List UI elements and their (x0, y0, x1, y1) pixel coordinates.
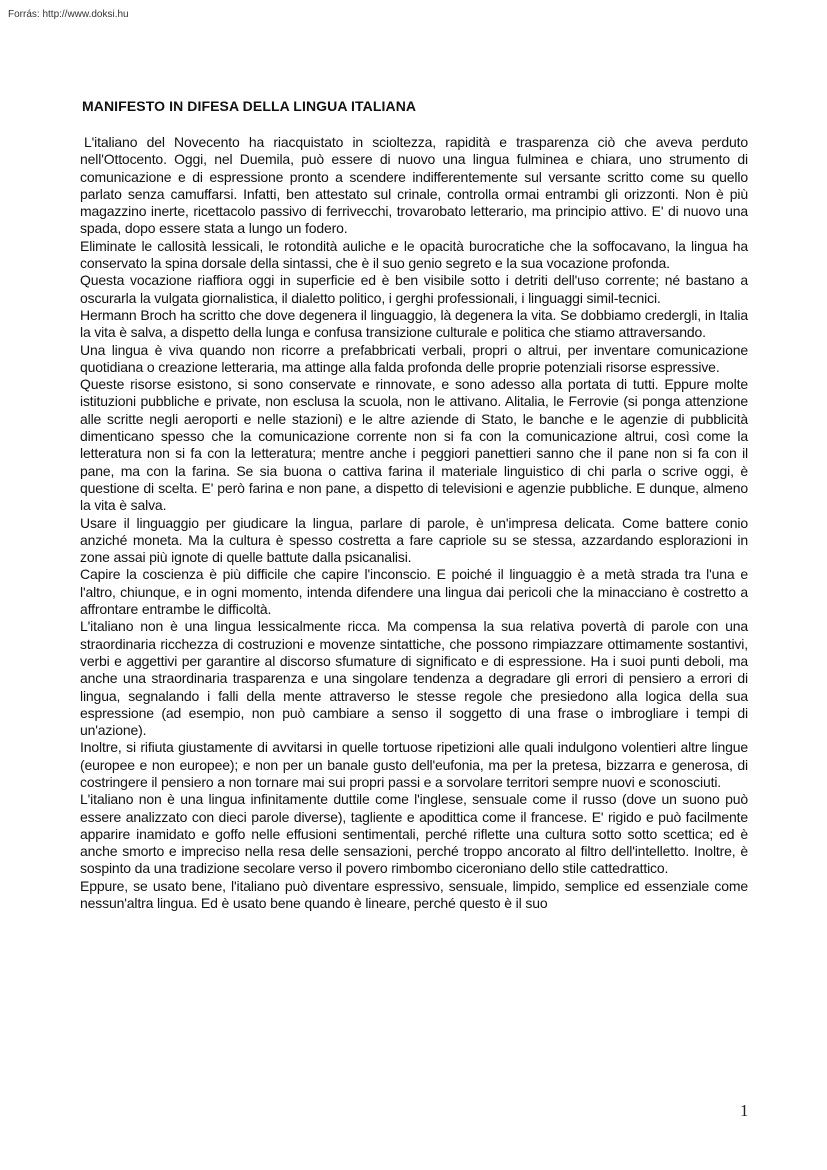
paragraph-2: Eliminate le callosità lessicali, le rotondità auliche e le opacità burocratiche che la soffocavano, la lingua ha conservato la spina dorsale della sintassi, che è il suo genio segreto e la sua vocazione profonda. (80, 237, 748, 272)
paragraph-5: Una lingua è viva quando non ricorre a prefabbricati verbali, propri o altrui, per inventare comunicazione quotidiana o creazione letteraria, ma attinge alla falda profonda delle proprie potenziali risorse espressive. (80, 341, 748, 375)
document-body (80, 134, 748, 912)
paragraph-8: Capire la coscienza è più difficile che capire l'inconscio. E poiché il linguaggio è a metà strada tra l'una e l'altro, chiunque, e in ogni momento, intenda difendere una lingua dai pericoli che la minacciano è costretto a affrontare entrambe le difficoltà. (80, 566, 748, 618)
paragraph-7: Usare il linguaggio per giudicare la lingua, parlare di parole, è un'impresa delicata. Come battere conio anziché moneta. Ma la cultura è spesso costretta a fare capriole su se stessa, azzardando esplorazioni in zone assai più ignote di quelle battute dalla psicanalisi. (80, 514, 748, 566)
paragraph-3: Questa vocazione riaffiora oggi in superficie ed è ben visibile sotto i detriti dell'uso corrente; né bastano a oscurarla la vulgata giornalistica, il dialetto politico, i gerghi professionali, i linguaggi simil-tecnici. (80, 272, 748, 306)
paragraph-4: Hermann Broch ha scritto che dove degenera il linguaggio, là degenera la vita. Se dobbiamo credergli, in Italia la vita è salva, a dispetto della lunga e confusa transizione culturale e politica che stiamo attraversando. (80, 306, 748, 341)
source-credit: Forrás: http://www.doksi.hu (8, 9, 129, 20)
paragraph-11: L'italiano non è una lingua infinitamente duttile come l'inglese, sensuale come il russo (dove un suono può essere analizzato con dieci parole diverse), tagliente e apodittica come il francese. E' rigido e può facilmente apparire inamidato e goffo nelle effusioni sentimentali, perché riflette una cultura sotto sotto scettica; ed è anche smorto e impreciso nella resa delle sensazioni, perché troppo ancorato al filtro dell'intelletto. Inoltre, è sospinto da una tradizione secolare verso il povero rimbombo ciceroniano dello stile cattedrattico. (80, 791, 748, 877)
paragraph-1: L'italiano del Novecento ha riacquistato in scioltezza, rapidità e trasparenza ciò che aveva perduto nell'Ottocento. Oggi, nel Duemila, può essere di nuovo una lingua fulminea e chiara, uno strumento di comunicazione e di espressione pronto a scendere indifferentemente sul versante scritto come su quello parlato senza camuffarsi. Infatti, ben attestato sul crinale, controlla ormai entrambi gli orizzonti. Non è più magazzino inerte, ricettacolo passivo di ferrivecchi, trovarobato letterario, ma principio attivo. E' di nuovo una spada, dopo essere stata a lungo un fodero. (80, 134, 748, 237)
paragraph-10: Inoltre, si rifiuta giustamente di avvitarsi in quelle tortuose ripetizioni alle quali indulgono volentieri altre lingue (europee e non europee); e non per un banale gusto dell'eufonia, ma per la pretesa, bizzarra e generosa, di costringere il pensiero a non tornare mai sui propri passi e a sorvolare territori sempre nuovi e sconosciuti. (80, 739, 748, 790)
paragraph-6: Queste risorse esistono, si sono conservate e rinnovate, e sono adesso alla portata di tutti. Eppure molte istituzioni pubbliche e private, non esclusa la scuola, non le attivano. Alitalia, le Ferrovie (si ponga attenzione alle scritte negli aeroporti e nelle stazioni) e le altre aziende di Stato, le banche e le agenzie di pubblicità dimenticano spesso che la comunicazione corrente non si fa con la comunicazione altrui, così come la letteratura non si fa con la letteratura; mentre anche i peggiori panettieri sanno che il pane non si fa con il pane, ma con la farina. Se sia buona o cattiva farina il materiale linguistico di chi parla o scrive oggi, è questione di scelta. E' però farina e non pane, a dispetto di televisioni e agenzie pubbliche. E dunque, almeno la vita è salva. (80, 376, 748, 514)
document-title: MANIFESTO IN DIFESA DELLA LINGUA ITALIANA (82, 98, 417, 114)
page-number: 1 (740, 1101, 749, 1120)
paragraph-12: Eppure, se usato bene, l'italiano può diventare espressivo, sensuale, limpido, semplice ed essenziale come nessun'altra lingua. Ed è usato bene quando è lineare, perché questo è il suo (80, 877, 748, 912)
paragraph-9: L'italiano non è una lingua lessicalmente ricca. Ma compensa la sua relativa povertà di parole con una straordinaria ricchezza di costruzioni e movenze sintattiche, che possono rimpiazzare ottimamente sostantivi, verbi e aggettivi per garantire al discorso sfumature di significato e di espressione. Ha i suoi punti deboli, ma anche una straordinaria trasparenza e una singolare tendenza a degradare gli errori di pensiero a errori di lingua, segnalando i falli della mente attraverso le stesse regole che presiedono alla logica della sua espressione (ad esempio, non può cambiare a senso il soggetto di una frase o imbrogliare i tempi di un'azione). (80, 618, 748, 739)
